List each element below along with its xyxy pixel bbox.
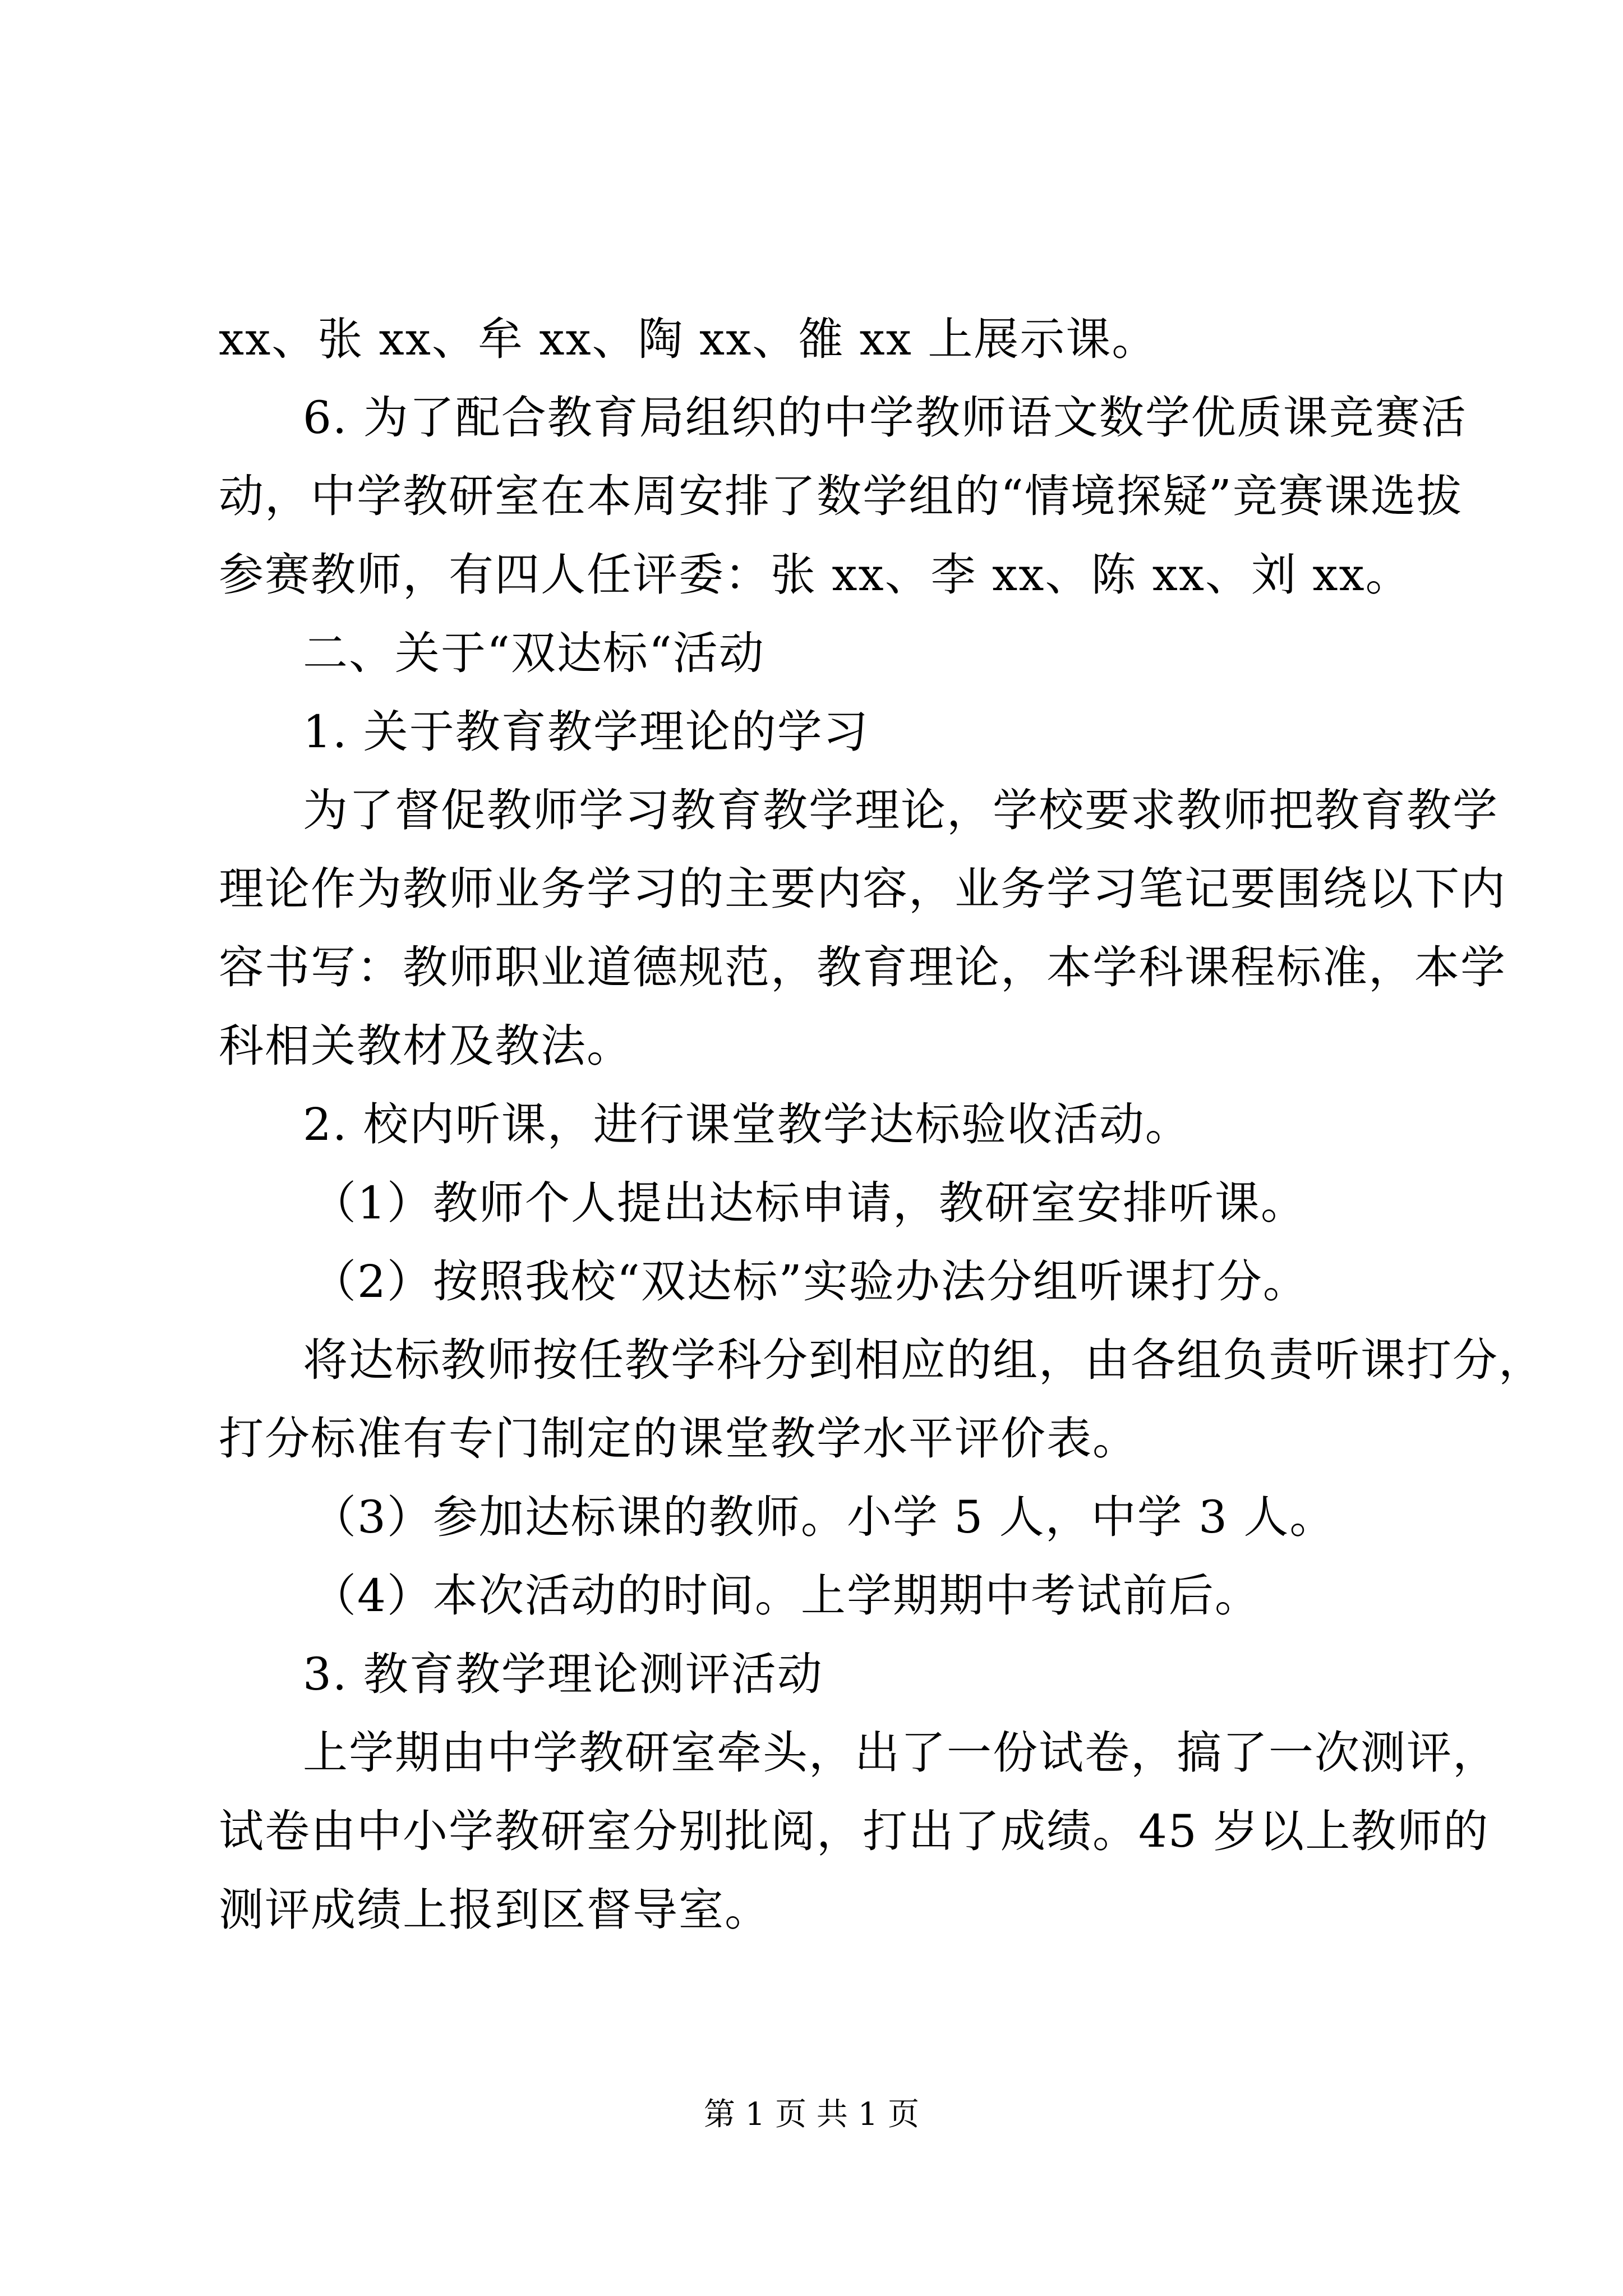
list-item-3: （3）参加达标课的教师。小学 5 人，中学 3 人。 <box>311 1491 1336 1543</box>
paragraph-theory-line-4: 科相关教材及教法。 <box>219 1020 633 1072</box>
paragraph-theory-line-3: 容书写：教师职业道德规范，教育理论，本学科课程标准，本学 <box>219 941 1506 993</box>
list-item-1: （1）教师个人提出达标申请，教研室安排听课。 <box>311 1177 1307 1229</box>
subheading-2: 2. 校内听课，进行课堂教学达标验收活动。 <box>303 1098 1191 1151</box>
list-item-4: （4）本次活动的时间。上学期期中考试前后。 <box>311 1570 1261 1622</box>
paragraph-grouping-line-1: 将达标教师按任教学科分到相应的组，由各组负责听课打分， <box>303 1334 1544 1386</box>
section-heading-2: 二、关于“双达标“活动 <box>303 627 765 679</box>
item-6-line-1: 6. 为了配合教育局组织的中学教师语文数学优质课竞赛活 <box>303 392 1467 444</box>
text-line-continuation: xx、张 xx、牟 xx、陶 xx、雒 xx 上展示课。 <box>219 313 1158 365</box>
item-6-line-3: 参赛教师，有四人任评委：张 xx、李 xx、陈 xx、刘 xx。 <box>219 549 1412 601</box>
subheading-3: 3. 教育教学理论测评活动 <box>303 1648 823 1700</box>
paragraph-theory-line-2: 理论作为教师业务学习的主要内容，业务学习笔记要围绕以下内 <box>219 863 1506 915</box>
paragraph-evaluation-line-2: 试卷由中小学教研室分别批阅，打出了成绩。45 岁以上教师的 <box>219 1805 1490 1857</box>
item-6-line-2: 动，中学教研室在本周安排了数学组的“情境探疑”竞赛课选拔 <box>219 470 1463 522</box>
subheading-1: 1. 关于教育教学理论的学习 <box>303 706 869 758</box>
paragraph-evaluation-line-1: 上学期由中学教研室牵头，出了一份试卷，搞了一次测评， <box>303 1727 1498 1779</box>
paragraph-grouping-line-2: 打分标准有专门制定的课堂教学水平评价表。 <box>219 1412 1138 1465</box>
paragraph-theory-line-1: 为了督促教师学习教育教学理论，学校要求教师把教育教学 <box>303 784 1498 836</box>
paragraph-evaluation-line-3: 测评成绩上报到区督导室。 <box>219 1884 771 1936</box>
list-item-2: （2）按照我校“双达标”实验办法分组听课打分。 <box>311 1255 1309 1308</box>
page-number-footer: 第 1 页 共 1 页 <box>703 2096 920 2133</box>
